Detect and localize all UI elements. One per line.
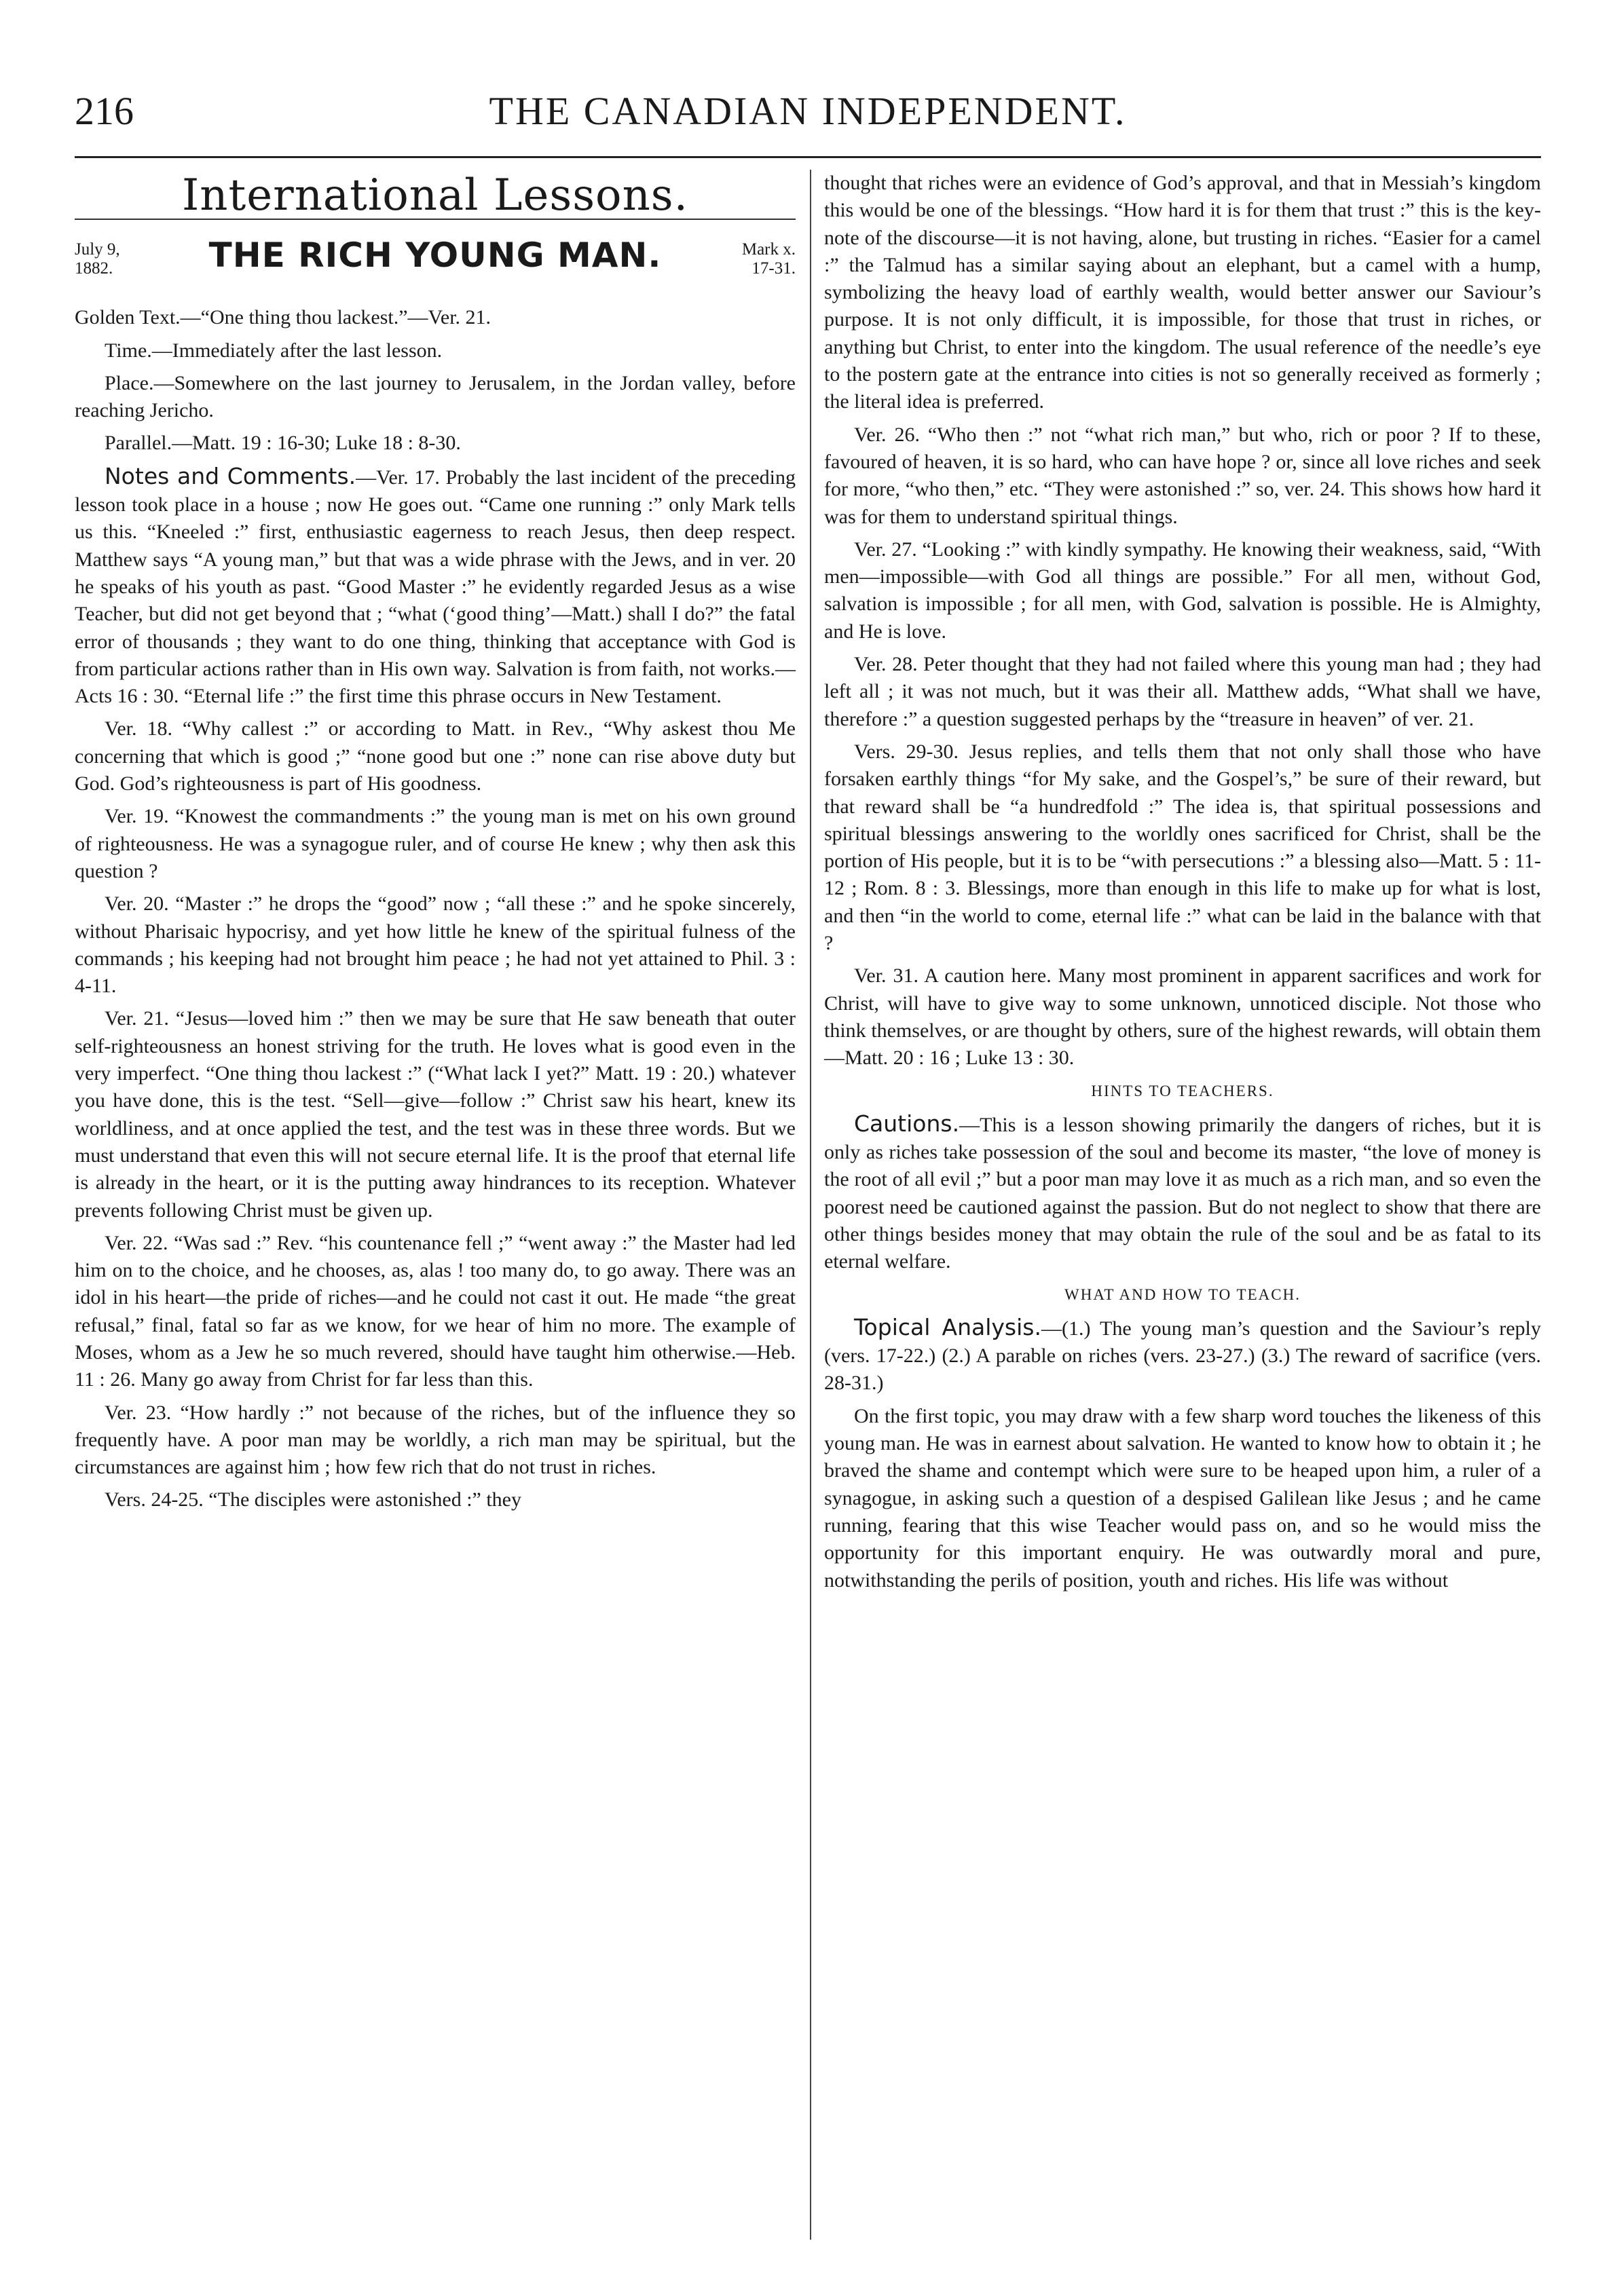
verse-note-18: Ver. 18. “Why callest :” or according to Matt. in Rev., “Why askest thou Me concerning that which is good ;” “none good but one :” none can rise above duty but God. God’s righteousness is part of His goodness. (75, 717, 796, 795)
page-number: 216 (75, 89, 134, 133)
lesson-time: Time.—Immediately after the last lesson. (105, 339, 443, 362)
verse-note-23: Ver. 23. “How hardly :” not because of the riches, but of the influence they so frequently have. A poor man may be worldly, a rich man may be spiritual, but the circumstances are against him ; how few rich that do not trust in riches. (75, 1401, 796, 1479)
verse-note-29-30: Vers. 29-30. Jesus replies, and tells them that not only shall those who have forsaken earthly things “for My sake, and the Gospel’s,” be sure of their reward, but that reward shall be “a hundredfold :” The idea is, that spiritual possessions and spiritual blessings answering to the worldly ones sacrificed for Christ, shall be the portion of His people, but it is to be “with persecutions :” a blessing also—Matt. 5 : 11-12 ; Rom. 8 : 3. Blessings, more than enough in this life to make up for what is lost, and then “in the world to come, eternal life :” what can be laid in the balance with that ? (824, 740, 1541, 955)
verse-note-26: Ver. 26. “Who then :” not “what rich man,” but who, rich or poor ? If to these, favoured of heaven, it is so hard, who can have hope ? or, since all love riches and seek for more, “who then,” etc. “They were astonished :” so, ver. 24. This shows how hard it was for them to understand spiritual things. (824, 423, 1541, 528)
page-header (75, 88, 1541, 149)
continued-paragraph: thought that riches were an evidence of God’s approval, and that in Messiah’s kingdom this would be one of the blessings. “How hard it is for them that trust :” this is the key-note of the discourse—it is not having, alone, but trusting in riches. “Easier for a camel :” the Talmud has a similar saying about an elephant, but a camel with a hump, symbolizing the heavy load of earthly wealth, would better answer our Saviour’s purpose. It is not only difficult, it is impossible, for those that trust in riches, or anything but Christ, to enter into the kingdom. The usual reference of the needle’s eye to the postern gate at the entrance into cities is not so generally received as formerly ; the literal idea is preferred. (824, 172, 1541, 413)
notes-heading: Notes and Comments. (105, 462, 356, 489)
lesson-reference (742, 240, 796, 278)
lesson-reference-verses: 17-31. (751, 259, 796, 278)
hints-heading: HINTS TO TEACHERS. (1091, 1082, 1274, 1099)
golden-text: Golden Text.—“One thing thou lackest.”—Ver. 21. (75, 306, 491, 329)
verse-note-20: Ver. 20. “Master :” he drops the “good” now ; “all these :” and he spoke sincerely, without Pharisaic hypocrisy, and yet how little he knew of the spiritual fulness of the commands ; his keeping had not brought him peace ; he had not yet attained to Phil. 3 : 4-11. (75, 892, 796, 998)
topical-text: —(1.) The young man’s question and the Saviour’s reply (vers. 17-22.) (2.) A parable on riches (vers. 23-27.) (3.) The reward of sacrifice (vers. 28-31.) (824, 1317, 1541, 1395)
section-title: International Lessons. (182, 170, 688, 221)
notes-intro-paragraph (75, 463, 796, 711)
lesson-date-year: 1882. (75, 259, 113, 278)
verse-note-21: Ver. 21. “Jesus—loved him :” then we may be sure that He saw beneath that outer self-righteousness an honest striving for the truth. He loves what is good even in the very imperfect. “One thing thou lackest :” (“What lack I yet?” Matt. 19 : 20.) whatever you have done, this is the test. “Sell—give—follow :” Christ saw his heart, knew its worldliness, and at once applied the test, and the test was in these three words. But we must understand that even this will not secure eternal life. It is the proof that eternal life is already in the heart, or it is the putting away hindrances to its reception. Whatever prevents following Christ must be given up. (75, 1007, 796, 1222)
verse-note-24-25: Vers. 24-25. “The disciples were astonished :” they (105, 1488, 521, 1511)
left-column (75, 170, 796, 1520)
right-column (824, 170, 1541, 1600)
lesson-date-day: July 9, (75, 240, 120, 259)
topical-paragraph (824, 1314, 1541, 1397)
notes-intro-text: —Ver. 17. Probably the last incident of the preceding lesson took place in a house ; now He goes out. “Came one running :” only Mark tells us this. “Kneeled :” first, enthusiastic eagerness to reach Jesus, then deep respect. Matthew says “A young man,” but that was a wide phrase with the Jews, and in ver. 20 he speaks of his youth as past. “Good Master :” he evidently regarded Jesus as a wise Teacher, but did not get beyond that ; “what (‘good thing’—Matt.) shall I do?” the fatal error of thousands ; they want to do one thing, thinking that acceptance with God is from particular actions rather than in His own way. Salvation is from faith, not works.—Acts 16 : 30. “Eternal life :” the first time this phrase occurs in New Testament. (75, 466, 796, 708)
verse-note-19: Ver. 19. “Knowest the commandments :” the young man is met on his own ground of righteousness. He was a synagogue ruler, and of course He knew ; why then ask this question ? (75, 805, 796, 882)
journal-title: THE CANADIAN INDEPENDENT. (489, 89, 1127, 133)
cautions-heading: Cautions. (854, 1110, 960, 1137)
topical-heading: Topical Analysis. (854, 1313, 1041, 1340)
verse-note-31: Ver. 31. A caution here. Many most prominent in apparent sacrifices and work for Christ, will have to give way to some unknown, unnoticed disciple. Not those who think themselves, or are thought by others, sure of the highest rewards, will obtain them—Matt. 20 : 16 ; Luke 13 : 30. (824, 964, 1541, 1070)
verse-note-27: Ver. 27. “Looking :” with kindly sympathy. He knowing their weakness, said, “With men—impossible—with God all things are possible.” For all men, without God, salvation is impossible ; for all men, with God, salvation is possible. He is Almighty, and He is love. (824, 538, 1541, 643)
cautions-paragraph (824, 1110, 1541, 1276)
lesson-parallel: Parallel.—Matt. 19 : 16-30; Luke 18 : 8-30. (105, 432, 461, 455)
verse-note-22: Ver. 22. “Was sad :” Rev. “his countenance fell ;” “went away :” the Master had led him on to the choice, and he chooses, as, alas ! too many do, to go away. There was an idol in his heart—the pride of riches—and he could not cast it out. He made “the great refusal,” final, fatal so far as we know, for we hear of him no more. The example of Moses, whom as a Jew he so much revered, should have taught him otherwise.—Heb. 11 : 26. Many go away from Christ for far less than this. (75, 1231, 796, 1391)
lesson-heading (75, 235, 796, 300)
column-divider (810, 170, 811, 2240)
first-topic-paragraph: On the first topic, you may draw with a few sharp word touches the likeness of this young man. He was in earnest about salvation. He wanted to know how to obtain it ; he braved the shame and contempt which were sure to be heaped upon him, a ruler of a synagogue, in asking such a question of a despised Galilean like Jesus ; and he came running, fearing that this wise Teacher would pass on, and so he would miss the opportunity for this important enquiry. He was outwardly moral and pure, notwithstanding the perils of position, youth and riches. His life was without (824, 1404, 1541, 1592)
cautions-text: —This is a lesson showing primarily the dangers of riches, but it is only as riches take possession of the soul and become its master, “the love of money is the root of all evil ;” but a poor man may love it as much as a rich man, and so even the poorest need be cautioned against the passion. But do not neglect to show that there are other things besides money that may obtain the rule of the soul and be as fatal to its eternal welfare. (824, 1113, 1541, 1273)
header-rule (75, 156, 1541, 158)
lesson-place: Place.—Somewhere on the last journey to Jerusalem, in the Jordan valley, before reaching Jericho. (75, 371, 796, 422)
what-heading: WHAT AND HOW TO TEACH. (1064, 1285, 1301, 1303)
lesson-title: THE RICH YOUNG MAN. (208, 236, 662, 276)
lesson-reference-book: Mark x. (741, 240, 796, 259)
verse-note-28: Ver. 28. Peter thought that they had not failed where this young man had ; they had left all ; it was not much, but it was their all. Matthew adds, “What shall we have, therefore :” a question suggested perhaps by the “treasure in heaven” of ver. 21. (824, 653, 1541, 730)
